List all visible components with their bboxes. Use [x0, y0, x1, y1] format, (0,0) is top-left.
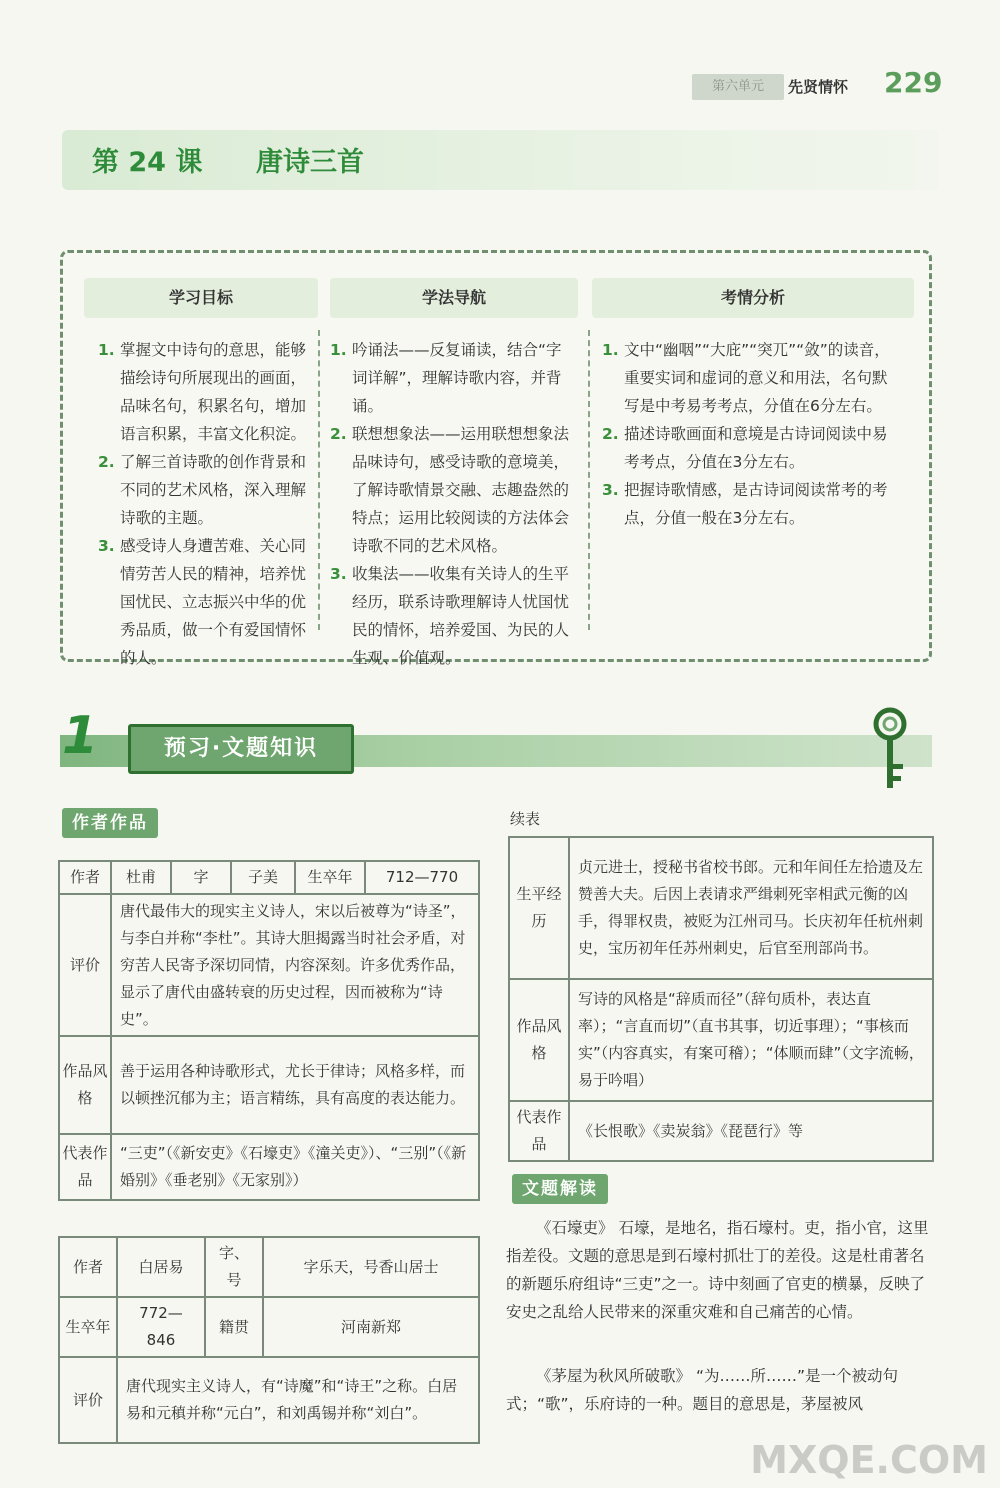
list-item: 2. 了解三首诗歌的创作背景和不同的艺术风格，深入理解诗歌的主题。	[98, 453, 307, 527]
column-divider	[588, 330, 590, 630]
reading-text-2: “为……所……”是一个被动句式；“歌”，乐府诗的一种。题目的意思是，茅屋被风	[506, 1367, 899, 1413]
style-label: 作品风格	[59, 1036, 111, 1134]
author-label: 作者	[59, 861, 111, 894]
years-value: 712—770	[365, 861, 479, 894]
table-row	[59, 1036, 479, 1134]
table-row	[59, 1357, 479, 1443]
page-number: 229	[884, 66, 943, 99]
list-item: 1. 文中“幽咽”“大庇”“突兀”“敛”的读音，重要实词和虚词的意义和用法，名句默写是中考易考考点，分值在6分左右。	[602, 341, 890, 415]
style-label: 作品风格	[509, 979, 569, 1101]
eval-label: 评价	[59, 1357, 117, 1443]
life-label: 生平经历	[509, 837, 569, 979]
table-row	[59, 861, 479, 894]
methods-heading: 学法导航	[330, 278, 578, 318]
continued-label: 续表	[510, 810, 541, 828]
style-text: 写诗的风格是“辞质而径”（辞句质朴，表达直率）；“言直而切”（直书其事，切近事理）；“事核而实”（内容真实，有案可稽）；“体顺而肆”（文字流畅，易于吟唱）	[569, 979, 933, 1101]
bai-juyi-table	[58, 1236, 480, 1444]
unit-subtitle: 先贤情怀	[788, 78, 849, 96]
table-row	[59, 1237, 479, 1297]
continued-table	[508, 836, 934, 1162]
years-label: 生卒年	[295, 861, 365, 894]
reading-title-1: 《石壕吏》	[536, 1219, 614, 1237]
years-value: 772—846	[117, 1297, 205, 1357]
list-item: 1. 掌握文中诗句的意思，能够描绘诗句所展现出的画面，品味名句，积累名句，增加语言积累，丰富文化积淀。	[98, 341, 307, 443]
origin-label: 籍贯	[205, 1297, 263, 1357]
rep-text: “三吏”（《新安吏》《石壕吏》《潼关吏》）、“三别”（《新婚别》《垂老别》《无家别》）	[111, 1134, 479, 1200]
exam-list	[602, 336, 902, 532]
lesson-title: 唐诗三首	[256, 147, 364, 178]
du-fu-table	[58, 860, 480, 1201]
list-item: 3. 把握诗歌情感，是古诗词阅读常考的考点，分值一般在3分左右。	[602, 481, 888, 527]
methods-list	[330, 336, 576, 672]
eval-text: 唐代最伟大的现实主义诗人，宋以后被尊为“诗圣”，与李白并称“李杜”。其诗大胆揭露当时社会矛盾，对穷苦人民寄予深切同情，内容深刻。许多优秀作品，显示了唐代由盛转衰的历史过程，因而被称为“诗史”。	[111, 894, 479, 1036]
table-row	[509, 837, 933, 979]
reading-paragraph-2	[506, 1362, 934, 1418]
author-name: 白居易	[117, 1237, 205, 1297]
style-text: 善于运用各种诗歌形式，尤长于律诗；风格多样，而以顿挫沉郁为主；语言精练，具有高度的表达能力。	[111, 1036, 479, 1134]
rep-label: 代表作品	[59, 1134, 111, 1200]
exam-heading: 考情分析	[592, 278, 914, 318]
goals-list	[98, 336, 306, 672]
reading-text-1: 石壕，是地名，指石壕村。吏，指小官，这里指差役。文题的意思是到石壕村抓壮丁的差役。这是杜甫著名的新题乐府组诗“三吏”之一。诗中刻画了官吏的横暴，反映了安史之乱给人民带来的深重灾难和自己痛苦的心情。	[506, 1219, 929, 1321]
zihao-label: 字、号	[205, 1237, 263, 1297]
reading-title-2: 《茅屋为秋风所破歌》	[536, 1367, 692, 1385]
life-text: 贞元进士，授秘书省校书郎。元和年间任左拾遗及左赞善大夫。后因上表请求严缉刺死宰相武元衡的凶手，得罪权贵，被贬为江州司马。长庆初年任杭州刺史，宝历初年任苏州刺史，后官至刑部尚书。	[569, 837, 933, 979]
section-number: 1	[62, 706, 99, 766]
years-label: 生卒年	[59, 1297, 117, 1357]
eval-text: 唐代现实主义诗人，有“诗魔”和“诗王”之称。白居易和元稹并称“元白”，和刘禹锡并称“刘白”。	[117, 1357, 479, 1443]
origin-value: 河南新郑	[263, 1297, 479, 1357]
watermark: MXQE.COM	[750, 1438, 988, 1482]
author-label: 作者	[59, 1237, 117, 1297]
rep-text: 《长恨歌》《卖炭翁》《琵琶行》等	[569, 1101, 933, 1161]
list-item: 2. 联想想象法——运用联想想象法品味诗句，感受诗歌的意境美，了解诗歌情景交融、志趣盎然的特点；运用比较阅读的方法体会诗歌不同的艺术风格。	[330, 425, 570, 555]
goals-heading: 学习目标	[84, 278, 318, 318]
list-item: 2. 描述诗歌画面和意境是古诗词阅读中易考考点，分值在3分左右。	[602, 425, 888, 471]
table-row	[509, 979, 933, 1101]
zi-value: 子美	[231, 861, 295, 894]
lesson-number: 第 24 课	[92, 147, 203, 178]
table-row	[59, 1297, 479, 1357]
table-row	[509, 1101, 933, 1161]
table-row	[59, 1134, 479, 1200]
rep-label: 代表作品	[509, 1101, 569, 1161]
list-item: 1. 吟诵法——反复诵读，结合“字词详解”，理解诗歌内容，并背诵。	[330, 341, 562, 415]
unit-tab: 第六单元	[692, 74, 784, 100]
eval-label: 评价	[59, 894, 111, 1036]
column-divider	[318, 330, 320, 630]
zi-label: 字	[171, 861, 231, 894]
zihao-value: 字乐天，号香山居士	[263, 1237, 479, 1297]
table-row	[59, 894, 479, 1036]
list-item: 3. 感受诗人身遭苦难、关心同情劳苦人民的精神，培养忧国忧民、立志振兴中华的优秀品质，做一个有爱国情怀的人。	[98, 537, 307, 667]
section-title: 预习·文题知识	[128, 724, 354, 774]
works-tag: 作者作品	[62, 808, 158, 838]
reading-tag: 文题解读	[512, 1174, 608, 1204]
author-name: 杜甫	[111, 861, 171, 894]
reading-paragraph-1	[506, 1214, 934, 1326]
key-icon	[868, 706, 912, 800]
list-item: 3. 收集法——收集有关诗人的生平经历，联系诗歌理解诗人忧国忧民的情怀，培养爱国、为民的人生观、价值观。	[330, 565, 570, 667]
